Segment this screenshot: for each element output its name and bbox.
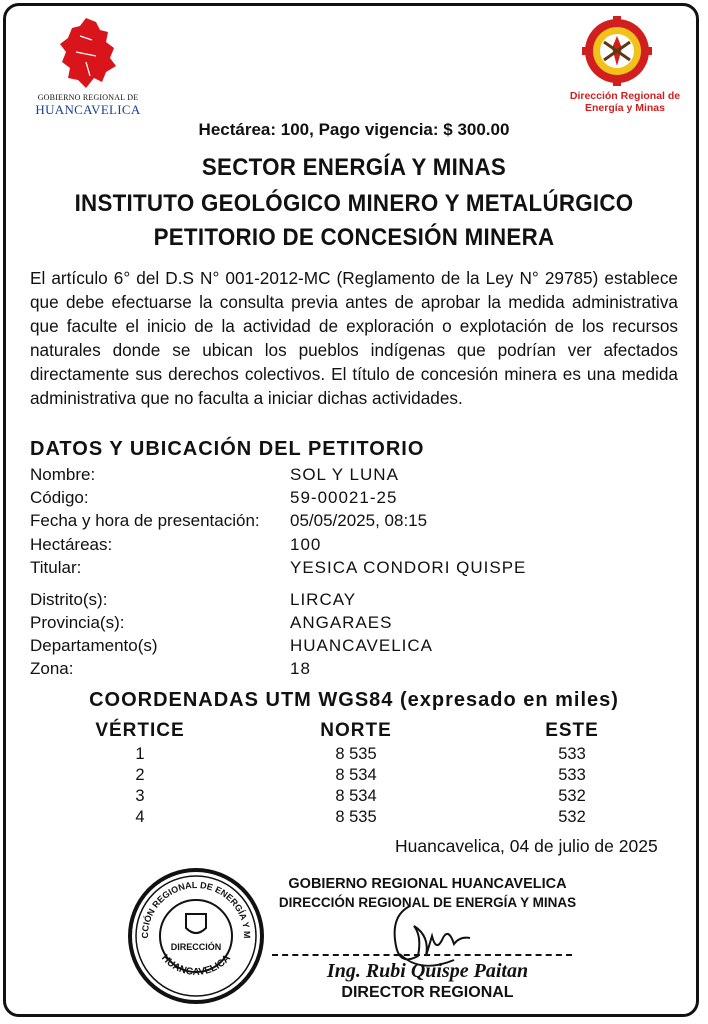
seal-ring-top: CCIÓN REGIONAL DE ENERGÍA Y M (139, 879, 253, 939)
coord-este: 532 (558, 787, 586, 805)
coord-norte: 8 534 (335, 787, 377, 805)
coord-este: 532 (558, 808, 586, 826)
coord-vertex: 2 (135, 766, 145, 784)
gobierno-regional-logo (28, 16, 148, 116)
row-value: 59-00021-25 (290, 488, 398, 507)
row-label: Distrito(s): (30, 590, 108, 609)
signature-line (272, 954, 572, 956)
gear-emblem-icon (582, 16, 652, 86)
title-sector: SECTOR ENERGÍA Y MINAS (201, 154, 507, 181)
logo-caption-line2: Energía y Minas (585, 102, 665, 114)
row-label: Departamento(s) (30, 636, 158, 655)
logo-caption-main: HUANCAVELICA (35, 102, 141, 117)
coord-este: 533 (558, 766, 586, 784)
coord-vertex: 4 (135, 808, 145, 826)
section-heading-datos: DATOS Y UBICACIÓN DEL PETITORIO (30, 438, 425, 460)
row-value: 05/05/2025, 08:15 (290, 511, 428, 530)
signer-name: Ing. Rubi Quispe Paitan (326, 960, 529, 982)
direccion-regional-logo (560, 16, 690, 116)
logo-caption-line1: Dirección Regional de (569, 90, 681, 102)
row-label: Nombre: (30, 465, 96, 484)
svg-text:HUANCAVELICA (159, 953, 233, 978)
logo-caption-top: GOBIERNO REGIONAL DE (37, 93, 139, 102)
notice-paragraph: El artículo 6° del D.S N° 001-2012-MC (Reglamento de la Ley N° 29785) establece que debe efectuarse la consulta previa antes de aprobar la medida administrativa que faculte el inicio de la actividad de exploración o explotación de los recursos naturales donde se ubican los pueblos indígenas que podrían ver afectados directamente sus derechos colectivos. El título de concesión minera es una medida administrativa que no faculta a iniciar dichas actividades. (30, 268, 678, 408)
coord-norte: 8 534 (335, 766, 377, 784)
row-value: 100 (290, 535, 322, 554)
signer-role: DIRECTOR REGIONAL (341, 984, 514, 1001)
row-label: Zona: (30, 659, 74, 678)
row-value: SOL Y LUNA (290, 465, 399, 484)
coord-vertex: 1 (135, 745, 145, 763)
fee-line: Hectárea: 100, Pago vigencia: $ 300.00 (198, 120, 510, 139)
seal-center: DIRECCIÓN (170, 942, 222, 952)
title-institute: INSTITUTO GEOLÓGICO MINERO Y METALÚRGICO (74, 190, 634, 217)
official-seal (126, 866, 266, 1006)
column-header-norte: NORTE (320, 720, 392, 741)
row-label: Hectáreas: (30, 535, 113, 554)
signature-org-line1: GOBIERNO REGIONAL HUANCAVELICA (288, 876, 567, 892)
row-value: LIRCAY (290, 590, 357, 609)
coord-este: 533 (558, 745, 586, 763)
seal-ring-bottom: HUANCAVELICA (159, 952, 233, 978)
coord-norte: 8 535 (335, 745, 377, 763)
logo-caption (560, 90, 690, 114)
region-map-icon (56, 16, 120, 90)
signature-org-line2: DIRECCIÓN REGIONAL DE ENERGÍA Y MINAS (278, 895, 577, 910)
row-label: Titular: (30, 558, 82, 577)
title-petition: PETITORIO DE CONCESIÓN MINERA (153, 224, 555, 251)
row-label: Fecha y hora de presentación: (30, 511, 260, 530)
column-header-este: ESTE (545, 720, 599, 741)
row-value: ANGARAES (290, 613, 393, 632)
seal-icon (126, 866, 266, 1006)
column-header-vertice: VÉRTICE (95, 720, 185, 741)
row-value: HUANCAVELICA (290, 636, 433, 655)
row-label: Código: (30, 488, 89, 507)
coord-norte: 8 535 (335, 808, 377, 826)
row-value: 18 (290, 659, 311, 678)
section-heading-coordinates: COORDENADAS UTM WGS84 (expresado en miles) (89, 689, 619, 711)
place-and-date: Huancavelica, 04 de julio de 2025 (395, 836, 658, 856)
coord-vertex: 3 (135, 787, 145, 805)
row-label: Provincia(s): (30, 613, 125, 632)
row-value: YESICA CONDORI QUISPE (290, 558, 527, 577)
